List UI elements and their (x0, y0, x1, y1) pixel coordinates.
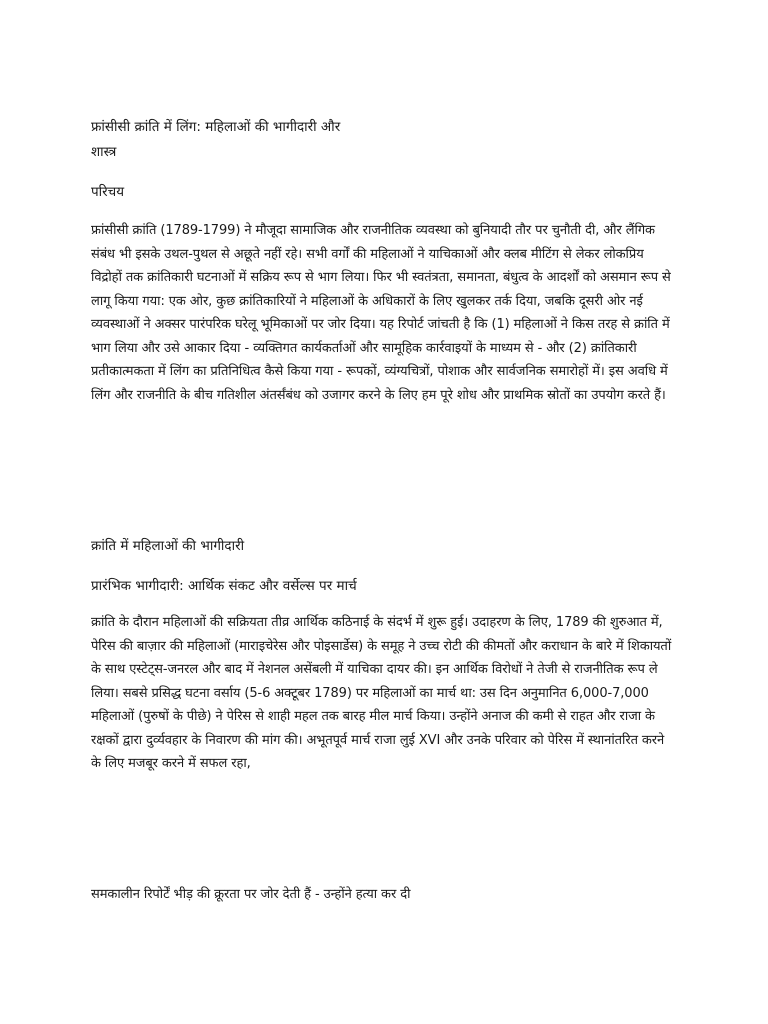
subsection-heading-block (91, 574, 676, 599)
final-line-block (91, 883, 676, 907)
intro-paragraph-block (91, 219, 676, 407)
subsection-heading: प्रारंभिक भागीदारी: आर्थिक संकट और वर्सेल्स पर मार्च (91, 578, 357, 594)
intro-heading: परिचय (91, 184, 125, 200)
title-line-2: शास्त्र (91, 144, 117, 160)
final-line: समकालीन रिपोर्टें भीड़ की क्रूरता पर जोर देती हैं - उन्होंने हत्या कर दी (91, 887, 411, 902)
section-paragraph-block (91, 611, 676, 776)
document-title (91, 115, 676, 165)
intro-paragraph: फ्रांसीसी क्रांति (1789-1799) ने मौजूदा सामाजिक और राजनीतिक व्यवस्था को बुनियादी तौर पर चुनौती दी, और लैंगिक संबंध भी इसके उथल-पुथल से अछूते नहीं रहे। सभी वर्गों की महिलाओं ने याचिकाओं और क्लब मीटिंग से लेकर लोकप्रिय विद्रोहों तक क्रांतिकारी घटनाओं में सक्रिय रूप से भाग लिया। फिर भी स्वतंत्रता, समानता, बंधुत्व के आदर्शों को असमान रूप से लागू किया गया: एक ओर, कुछ क्रांतिकारियों ने महिलाओं के अधिकारों के लिए खुलकर तर्क दिया, जबकि दूसरी ओर नई व्यवस्थाओं ने अक्सर पारंपरिक घरेलू भूमिकाओं पर जोर दिया। यह रिपोर्ट जांचती है कि (1) महिलाओं ने किस तरह से क्रांति में भाग लिया और उसे आकार दिया - व्यक्तिगत कार्यकर्ताओं और सामूहिक कार्रवाइयों के माध्यम से - और (2) क्रांतिकारी प्रतीकात्मकता में लिंग का प्रतिनिधित्व कैसे किया गया - रूपकों, व्यंग्यचित्रों, पोशाक और सार्वजनिक समारोहों में। इस अवधि में लिंग और राजनीति के बीच गतिशील अंतर्संबंध को उजागर करने के लिए हम पूरे शोध और प्राथमिक स्रोतों का उपयोग करते हैं। (91, 223, 671, 403)
section-paragraph: क्रांति के दौरान महिलाओं की सक्रियता तीव्र आर्थिक कठिनाई के संदर्भ में शुरू हुई। उदाहरण के लिए, 1789 की शुरुआत में, पेरिस की बाज़ार की महिलाओं (माराइचेरेस और पोइसार्डेस) के समूह ने उच्च रोटी की कीमतों और कराधान के बारे में शिकायतों के साथ एस्टेट्स-जनरल और बाद में नेशनल असेंबली में याचिका दायर की। इन आर्थिक विरोधों ने तेजी से राजनीतिक रूप ले लिया। सबसे प्रसिद्ध घटना वर्साय (5-6 अक्टूबर 1789) पर महिलाओं का मार्च था: उस दिन अनुमानित 6,000-7,000 महिलाओं (पुरुषों के पीछे) ने पेरिस से शाही महल तक बारह मील मार्च किया। उन्होंने अनाज की कमी से राहत और राजा के रक्षकों द्वारा दुर्व्यवहार के निवारण की मांग की। अभूतपूर्व मार्च राजा लुई XVI और उनके परिवार को पेरिस में स्थानांतरित करने के लिए मजबूर करने में सफल रहा, (91, 615, 672, 771)
section-heading-block (91, 534, 676, 559)
section-heading: क्रांति में महिलाओं की भागीदारी (91, 538, 245, 554)
intro-heading-block (91, 180, 676, 205)
title-line-1: फ्रांसीसी क्रांति में लिंग: महिलाओं की भागीदारी और (91, 119, 341, 135)
